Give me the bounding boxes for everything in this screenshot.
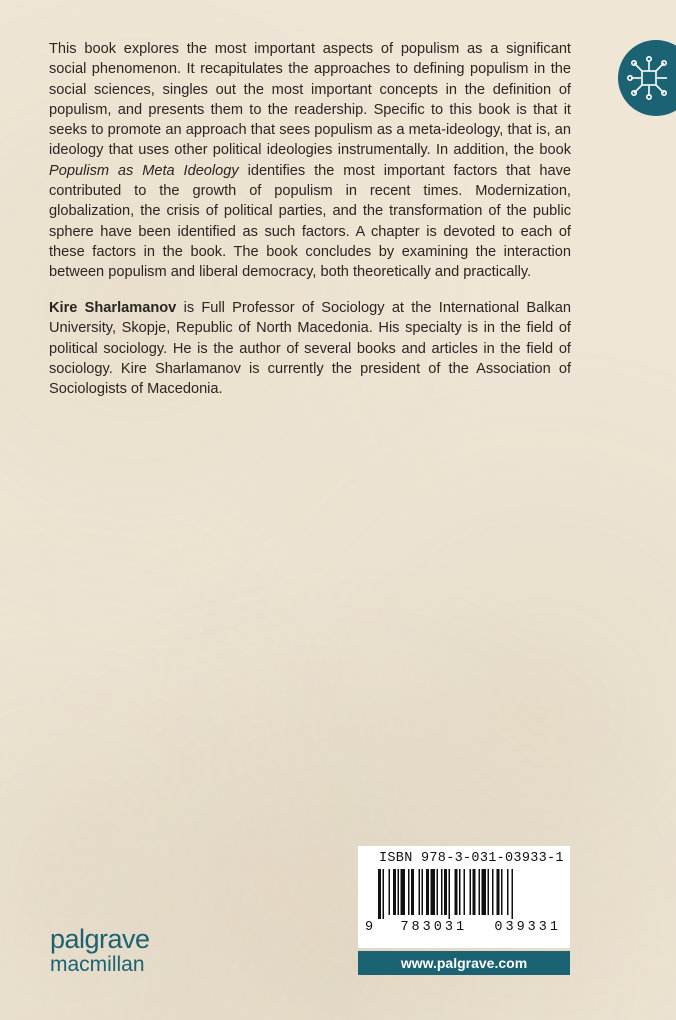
blurb-text-part2: identifies the most important factors that have contributed to the growth of populism in recent times. Modernization, globalization, the crisis of political parties, and the transformation of the public sphere have been identified as such factors. A chapter is devoted to each of these factors in the book. The book concludes by examining the interaction between populism and liberal democracy, both theoretically and practically. bbox=[49, 162, 571, 281]
book-title-italic: Populism as Meta Ideology bbox=[49, 162, 239, 179]
barcode-bar bbox=[482, 869, 487, 915]
book-blurb bbox=[49, 39, 571, 283]
barcode-digits bbox=[365, 920, 561, 935]
barcode-bar bbox=[378, 869, 381, 919]
barcode-bar bbox=[398, 869, 400, 915]
barcode-digit-lead: 9 bbox=[365, 920, 374, 935]
barcode-bar bbox=[401, 869, 406, 915]
publisher-url[interactable]: www.palgrave.com bbox=[358, 951, 570, 975]
publisher-logo bbox=[50, 925, 150, 977]
barcode-bar bbox=[455, 869, 458, 915]
barcode-bar bbox=[426, 869, 429, 915]
barcode-bar bbox=[459, 869, 461, 915]
barcode-bar bbox=[497, 869, 500, 915]
blurb-text-part1: This book explores the most important aspects of populism as a significant social phenomenon. It recapitulates the approaches to defining populism in the social sciences, singles out the most important concepts in the definition of populism, and presents them to the readership. Specific to this book is that it seeks to promote an approach that sees populism as a meta-ideology, that is, an ideology that uses other political ideologies instrumentally. In addition, the book bbox=[49, 41, 571, 159]
barcode-bar bbox=[479, 869, 481, 915]
barcode-bar bbox=[408, 869, 410, 915]
barcode-bar bbox=[473, 869, 476, 915]
barcode-digits-right: 039331 bbox=[494, 920, 561, 935]
barcode-bar bbox=[488, 869, 490, 915]
barcode-bar bbox=[512, 869, 514, 919]
barcode-bar bbox=[383, 869, 385, 919]
barcode-bar bbox=[507, 869, 509, 915]
barcode-bar bbox=[393, 869, 396, 915]
isbn-barcode-box bbox=[358, 846, 570, 948]
barcode-bar bbox=[431, 869, 436, 915]
barcode-bar bbox=[441, 869, 443, 915]
isbn-label: ISBN 978-3-031-03933-1 bbox=[379, 851, 564, 866]
barcode-bar bbox=[464, 869, 466, 915]
barcode-bar bbox=[437, 869, 439, 915]
barcode-bar bbox=[419, 869, 421, 915]
barcode-bar bbox=[470, 869, 472, 915]
barcode-bar bbox=[389, 869, 391, 915]
barcode-bar bbox=[422, 869, 424, 915]
author-bio-text: is Full Professor of Sociology at the International Balkan University, Skopje, Republic of North Macedonia. His specialty is in the field of political sociology. He is the author of several books and articles in the field of sociology. Kire Sharlamanov is currently the president of the Association of Sociologists of Macedonia. bbox=[49, 300, 571, 398]
barcode-bar bbox=[411, 869, 414, 915]
author-name: Kire Sharlamanov bbox=[49, 300, 177, 316]
barcode bbox=[378, 869, 550, 919]
logo-macmillan: macmillan bbox=[50, 953, 145, 976]
barcode-bar bbox=[492, 869, 494, 915]
logo-palgrave: palgrave bbox=[50, 924, 150, 954]
barcode-bar bbox=[444, 869, 447, 915]
series-badge bbox=[618, 40, 676, 116]
circuit-chip-icon bbox=[627, 56, 671, 100]
barcode-bar bbox=[501, 869, 503, 915]
barcode-digits-left: 783031 bbox=[400, 920, 468, 935]
author-bio bbox=[49, 298, 571, 399]
barcode-bar bbox=[449, 869, 451, 919]
